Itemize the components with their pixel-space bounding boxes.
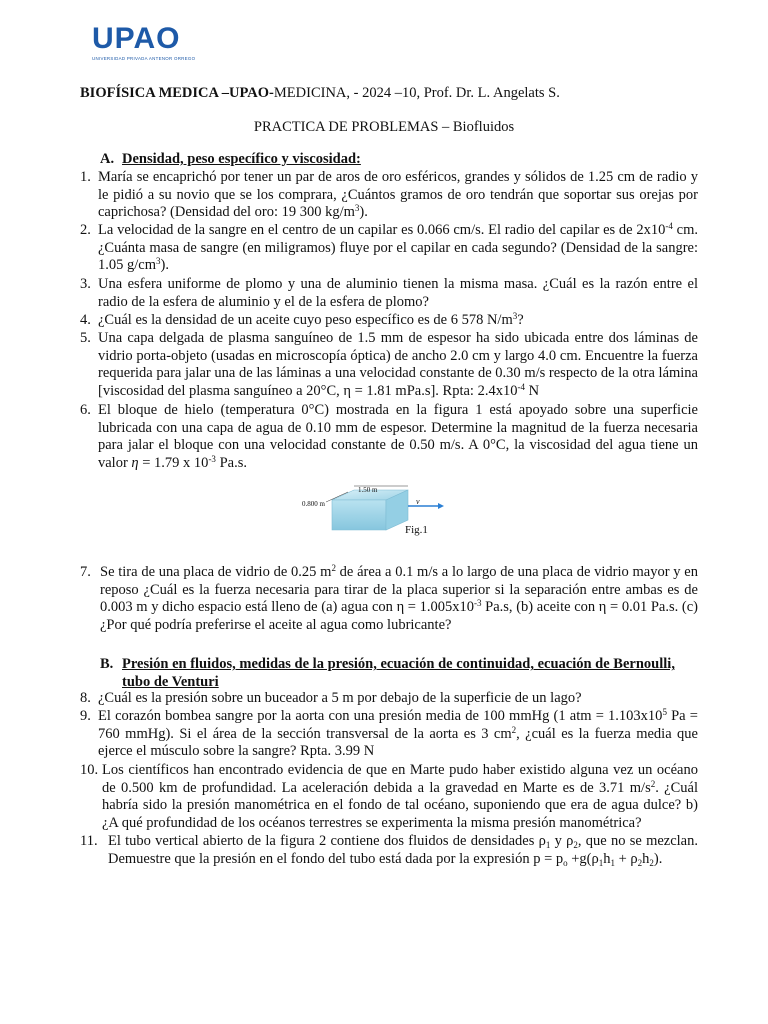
course-header-rest: MEDICINA, - 2024 –10, Prof. Dr. L. Angelats S.	[273, 85, 560, 101]
section-a-title: A. Densidad, peso específico y viscosidad:	[100, 151, 361, 167]
ice-block-front-face	[332, 500, 386, 530]
course-header-bold: BIOFÍSICA MEDICA –UPAO-	[80, 85, 274, 101]
practice-title: PRACTICA DE PROBLEMAS – Biofluidos	[253, 119, 515, 135]
question-7: 7. Se tira de una placa de vidrio de 0.25 $m^2$ de área a 0.1 m/s a lo largo de una placa de vidrio mayor y en reposo ¿Cuál es la fuerza necesaria para tirar de la placa superior si la separación entre ambas es de 0.003 m y dicho espacio está lleno de (a) agua con $\eta = 1.005x10^{-3}$ Pa.s, (b) aceite con η = 0.01 Pa.s. (c) ¿Por qué podría preferirse el aceite al agua como lubricante?	[80, 563, 698, 633]
question-3: 3. Una esfera uniforme de plomo y una de aluminio tienen la misma masa. ¿Cuál es la razón entre el radio de la esfera de aluminio y el de la esfera de plomo?	[80, 276, 698, 310]
question-2: 2. La velocidad de la sangre en el centro de un capilar es 0.066 cm/s. El radio del capilar es de $2x10^{-4}$ cm. ¿Cuánta masa de sangre (en miligramos) fluye por el capilar en cada segundo? (Densidad de la sangre: 1.05 $g/cm^3$).	[80, 221, 698, 274]
question-1: 1. María se encaprichó por tener un par de aros de oro esféricos, grandes y sólidos de 1.25 cm de radio y le pidió a su novio que se los comprara, ¿Cuántos gramos de oro tendrán que soportar sus orejas por caprichosa? (Densidad del oro: 19 300 $kg/m^3$).	[80, 169, 698, 221]
question-6: 6. El bloque de hielo (temperatura 0°C) mostrada en la figura 1 está apoyado sobre una superficie lubricada con una capa de agua de 0.10 mm de espesor. Determine la magnitud de la fuerza necesaria para jalar el bloque con una velocidad constante de 0.50 m/s. A 0°C, la viscosidad del agua tiene un valor η = 1.79 x $10^{-3}$ Pa.s.	[80, 402, 698, 471]
logo-subtitle: UNIVERSIDAD PRIVADA ANTENOR ORREGO	[92, 56, 196, 61]
velocity-label: v⃗	[416, 497, 426, 506]
question-5: 5. Una capa delgada de plasma sanguíneo de 1.5 mm de espesor ha sido ubicada entre dos láminas de vidrio porta-objeto (usadas en microscopía óptica) de ancho 2.0 cm y largo 4.0 cm. Encuentre la fuerza requerida para jalar una de las láminas a una velocidad constante de 0.30 m/s respecto de la otra lámina [viscosidad del plasma sanguíneo a 20°C, η = 1.81 mPa.s]. Rpta: $2.4x10^{-4}$ N	[80, 330, 698, 399]
upao-logo	[92, 22, 196, 68]
width-label: 0.800 m	[302, 500, 325, 508]
question-8: 8. ¿Cuál es la presión sobre un buceador a 5 m por debajo de la superficie de un lago?	[80, 690, 582, 706]
course-header	[80, 85, 560, 102]
velocity-arrow-head	[438, 503, 444, 509]
figure-1-caption: Fig.1	[405, 524, 428, 536]
question-11: 11. El tubo vertical abierto de la figura 2 contiene dos fluidos de densidades $\rho_1$ y $\rho_2$, que no se mezclan. Demuestre que la presión en el fondo del tubo está dada por la expresión $p = p_o +g(\rho_1h_1 + \rho_2h_2)$.	[80, 833, 698, 868]
length-label: 1.50 m	[358, 486, 378, 494]
logo-wordmark: UPAO	[92, 22, 181, 55]
question-9: 9. El corazón bombea sangre por la aorta con una presión media de 100 mmHg (1 atm = $1.103x10^5$ Pa = 760 mmHg). Si el área de la sección transversal de la aorta es 3 $cm^2$, ¿cuál es la fuerza media que ejerce el músculo sobre la sangre? Rpta. 3.99 N	[80, 707, 698, 760]
section-b-title: B. Presión en fluidos, medidas de la presión, ecuación de continuidad, ecuación de Bernoulli, tubo de Venturi	[100, 656, 675, 690]
question-4: 4. ¿Cuál es la densidad de un aceite cuyo peso específico es de 6 578 $N/m^3$?	[80, 311, 524, 328]
question-10: 10. Los científicos han encontrado evidencia de que en Marte pudo haber existido alguna vez un océano de 0.500 km de profundidad. La aceleración debida a la gravedad en Marte es de 3.71 $m/s^2$. ¿Cuál habría sido la presión manométrica en el fondo de tal océano, suponiendo que era de agua dulce? b) ¿A qué profundidad de los océanos terrestres se experimenta la misma presión manométrica?	[80, 762, 698, 831]
